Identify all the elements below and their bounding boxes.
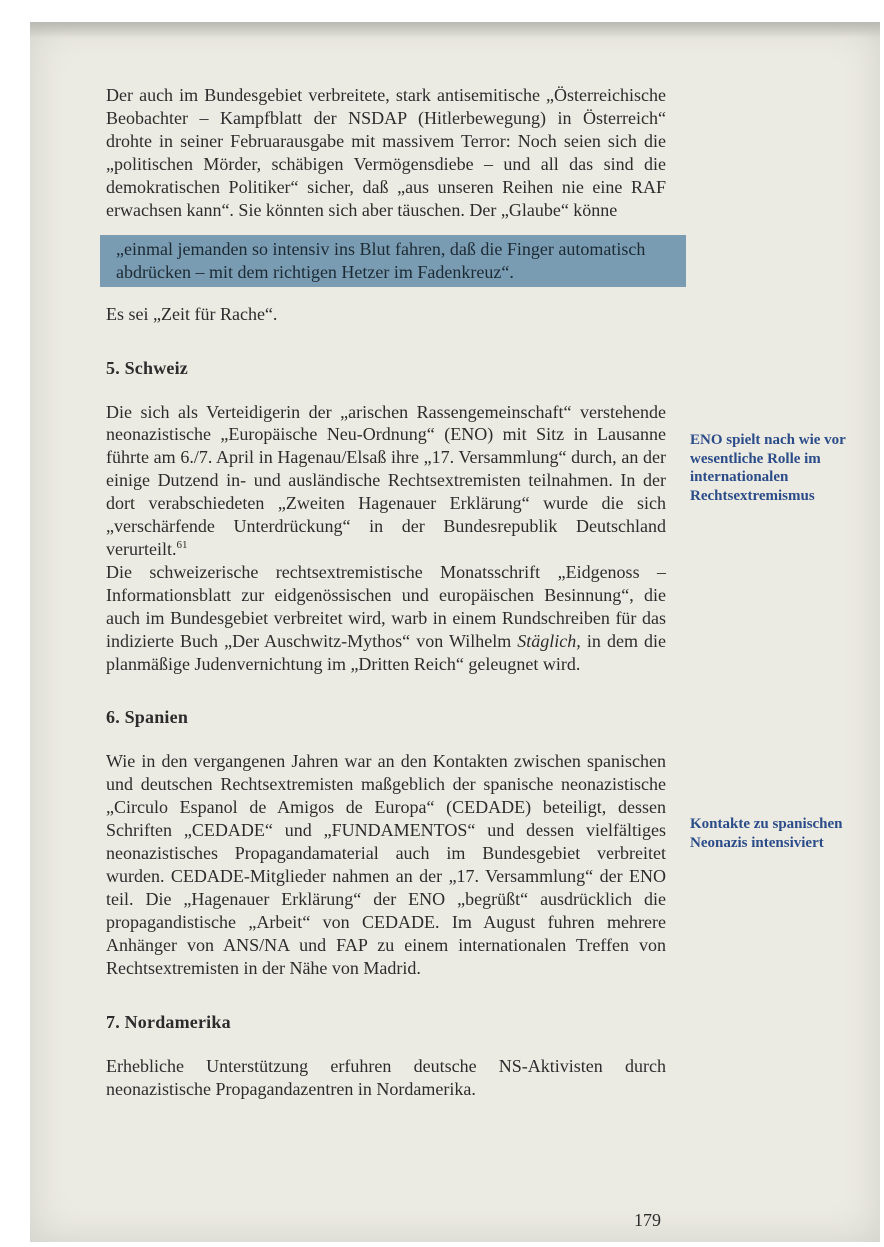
document-page bbox=[30, 22, 880, 1242]
nordamerika-paragraph: Erhebliche Unterstützung erfuhren deutsche NS-Aktivisten durch neonazistische Propagandazentren in Nordamerika. bbox=[106, 1056, 666, 1100]
schweiz-paragraph-1-text: Die sich als Verteidigerin der „arischen Rassengemeinschaft“ verstehende neonazistische „Europäische Neu-Ordnung“ (ENO) mit Sitz in Lausanne führte am 6./7. April in Hagenau/Elsaß ihre „17. Versammlung“ durch, an der einige Dutzend in- und ausländische Rechtsextremisten teilnahmen. In der dort verabschiedeten „Zweiten Hagenauer Erklärung“ wurde die sich „verschärfende Unterdrückung“ in der Bundesrepublik Deutschland verurteilt. bbox=[106, 401, 666, 559]
heading-nordamerika: 7. Nordamerika bbox=[106, 1012, 231, 1033]
page-number: 179 bbox=[634, 1210, 661, 1230]
schweiz-paragraph-1 bbox=[106, 401, 666, 561]
margin-note-eno: ENO spielt nach wie vor wesentliche Rolle im internationalen Rechtsextremismus bbox=[690, 432, 846, 504]
heading-schweiz: 5. Schweiz bbox=[106, 357, 188, 378]
margin-note-spanien: Kontakte zu spanischen Neonazis intensiviert bbox=[690, 816, 843, 851]
author-name: Stäglich, bbox=[517, 630, 581, 651]
spanien-paragraph: Wie in den vergangenen Jahren war an den Kontakten zwischen spanischen und deutschen Rechtsextremisten maßgeblich der spanische neonazistische „Circulo Espanol de Amigos de Europa“ (CEDADE) beteiligt, dessen Schriften „CEDADE“ und „FUNDAMENTOS“ und dessen vielfältiges neonazistisches Propagandamaterial auch im Bundesgebiet verbreitet wurden. CEDADE-Mitglieder nahmen an der „17. Versammlung“ der ENO teil. Die „Hagenauer Erklärung“ der ENO „begrüßt“ ausdrücklich die propagandistische „Arbeit“ von CEDADE. Im August fuhren mehrere Anhänger von ANS/NA und FAP zu einem internationalen Treffen von Rechtsextremisten in der Nähe von Madrid. bbox=[106, 751, 666, 978]
footnote-ref: 61 bbox=[176, 538, 188, 551]
heading-spanien: 6. Spanien bbox=[106, 707, 189, 728]
intro-paragraph: Der auch im Bundesgebiet verbreitete, stark antisemitische „Österreichische Beobachter – Kampfblatt der NSDAP (Hitlerbewegung) in Österreich“ drohte in seiner Februarausgabe mit massivem Terror: Noch seien sich die „politischen Mörder, schäbigen Vermögensdiebe – und all das sind die demokratischen Politiker“ sicher, daß „aus unseren Reihen nie eine RAF erwachsen kann“. Sie könnten sich aber täuschen. Der „Glaube“ könne bbox=[106, 85, 666, 220]
intro-closing: Es sei „Zeit für Rache“. bbox=[106, 303, 278, 324]
schweiz-paragraph-2-before: Die schweizerische rechtsextremistische Monatsschrift „Eidgenoss – Informationsblatt zur eidgenössischen und europäischen Besinnung“, die auch im Bundesgebiet verbreitet wird, warb in einem Rundschreiben für das indizierte Buch „Der Auschwitz-Mythos“ von Wilhelm bbox=[106, 561, 666, 651]
schweiz-paragraph-2 bbox=[106, 561, 666, 676]
main-text-column bbox=[106, 84, 666, 1101]
highlighted-quote: „einmal jemanden so intensiv ins Blut fahren, daß die Finger automatisch abdrücken – mit dem richtigen Hetzer im Fadenkreuz“. bbox=[100, 235, 686, 286]
schweiz-paragraph-2-after: in dem die planmäßige Judenvernichtung im „Dritten Reich“ geleugnet wird. bbox=[106, 630, 667, 674]
